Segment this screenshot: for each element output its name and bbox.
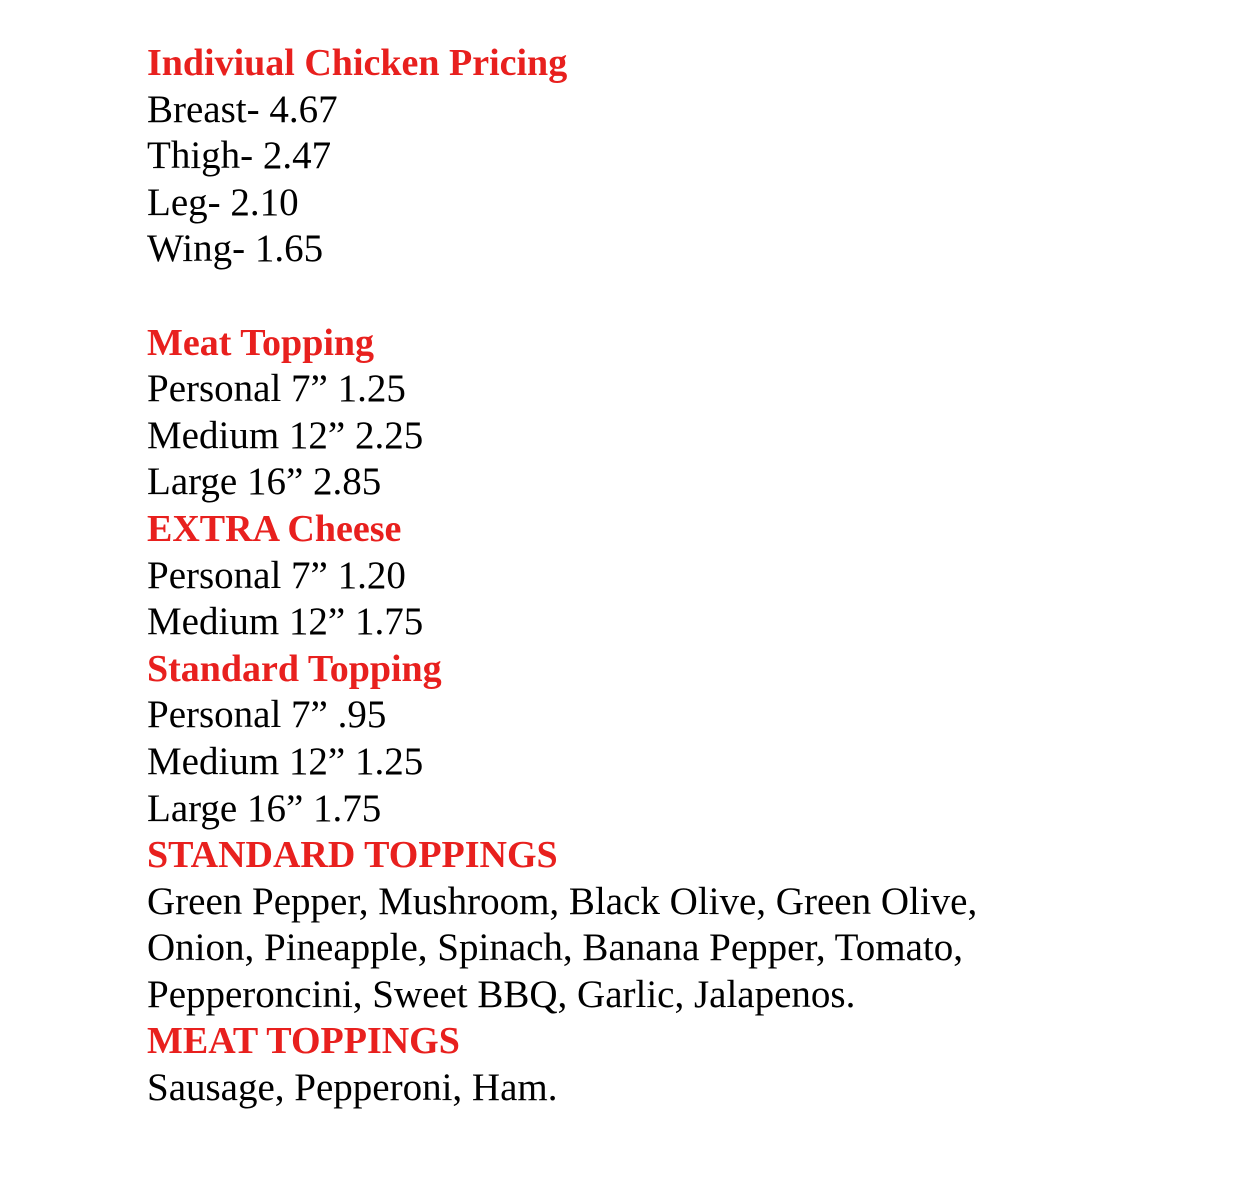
chicken-wing-price: Wing- 1.65 (147, 227, 324, 271)
extra-cheese-section (147, 506, 1147, 646)
standard-topping-heading: Standard Topping (147, 647, 442, 690)
standard-toppings-list-section (147, 832, 1147, 1018)
meat-topping-section (147, 320, 1147, 506)
standard-topping-medium-price: Medium 12” 1.25 (147, 739, 424, 783)
chicken-pricing-section (147, 40, 1147, 273)
extra-cheese-personal-price: Personal 7” 1.20 (147, 553, 406, 597)
pricing-document (147, 40, 1147, 1112)
chicken-thigh-price: Thigh- 2.47 (147, 134, 332, 178)
standard-toppings-list-line: Pepperoncini, Sweet BBQ, Garlic, Jalapenos. (147, 972, 856, 1016)
standard-toppings-list-heading: STANDARD TOPPINGS (147, 834, 558, 877)
chicken-pricing-heading: Indiviual Chicken Pricing (147, 42, 568, 84)
section-spacer (147, 273, 1147, 320)
meat-topping-heading: Meat Topping (147, 321, 375, 364)
standard-toppings-list-line: Green Pepper, Mushroom, Black Olive, Green Olive, (147, 879, 978, 923)
meat-topping-medium-price: Medium 12” 2.25 (147, 413, 424, 457)
meat-topping-large-price: Large 16” 2.85 (147, 460, 382, 504)
meat-topping-personal-price: Personal 7” 1.25 (147, 367, 406, 411)
extra-cheese-heading: EXTRA Cheese (147, 507, 402, 550)
extra-cheese-medium-price: Medium 12” 1.75 (147, 600, 424, 644)
meat-toppings-list-line: Sausage, Pepperoni, Ham. (147, 1066, 558, 1110)
meat-toppings-list-section (147, 1018, 1147, 1111)
standard-topping-large-price: Large 16” 1.75 (147, 786, 382, 830)
standard-toppings-list-line: Onion, Pineapple, Spinach, Banana Pepper, Tomato, (147, 926, 963, 970)
standard-topping-personal-price: Personal 7” .95 (147, 693, 387, 737)
standard-topping-section (147, 646, 1147, 832)
chicken-breast-price: Breast- 4.67 (147, 87, 338, 131)
meat-toppings-list-heading: MEAT TOPPINGS (147, 1020, 460, 1063)
chicken-leg-price: Leg- 2.10 (147, 180, 299, 224)
